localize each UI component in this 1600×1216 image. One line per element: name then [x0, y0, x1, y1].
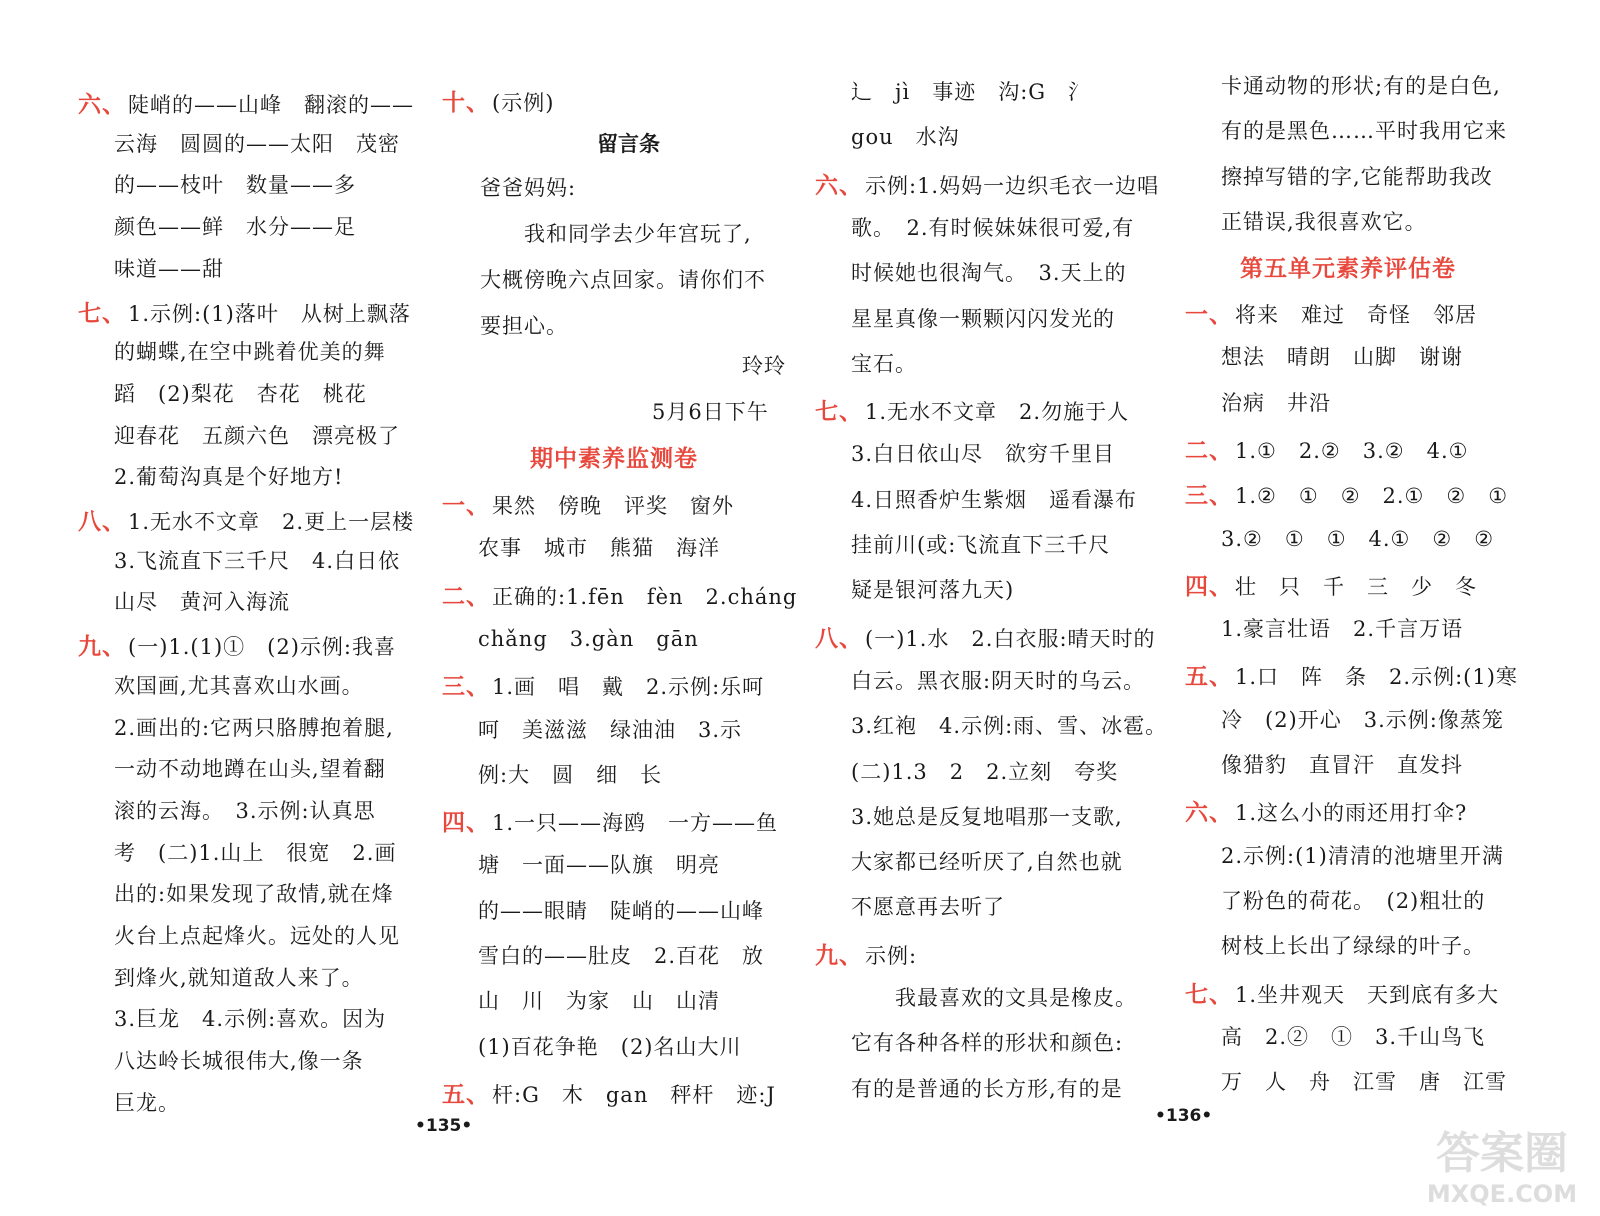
question-number: 六、: [78, 91, 126, 118]
answer-text: 1.口 阵 条 2.示例:(1)寒: [1235, 665, 1518, 690]
note-line: 我和同学去少年宫玩了,: [480, 222, 752, 246]
note-signature: 玲玲: [742, 354, 786, 378]
answer-text: 滚的云海。 3.示例:认真思: [114, 798, 376, 823]
answer-text: 1.一只——海鸥 一方——鱼: [492, 811, 779, 836]
note-date: 5月6日下午: [652, 400, 769, 424]
answer-text: 2.示例:(1)清清的池塘里开满: [1221, 843, 1504, 868]
answer-text: (一)1.水 2.白衣服:晴天时的: [865, 626, 1156, 651]
answer-text: 的——眼睛 陡峭的——山峰: [478, 898, 764, 923]
answer-text: 出的:如果发现了敌情,就在烽: [114, 882, 394, 907]
answer-text: 1.这么小的雨还用打伞?: [1235, 801, 1468, 826]
answer-line: [442, 1076, 776, 1109]
answer-text: (一)1.(1)① (2)示例:我喜: [128, 635, 396, 660]
answer-line: [476, 532, 720, 562]
answer-text: 呵 美滋滋 绿油油 3.示: [478, 717, 743, 742]
answer-line: [112, 586, 290, 616]
answer-line: [849, 1027, 1123, 1057]
answer-line: [112, 712, 394, 742]
answer-text: 卡通动物的形状;有的是白色,: [1221, 74, 1501, 98]
answer-text: 歌。 2.有时候妹妹很可爱,有: [851, 215, 1135, 240]
answer-text: 颜色——鲜 水分——足: [114, 215, 356, 240]
answer-text: 大家都已经听厌了,自然也就: [851, 850, 1123, 875]
answer-line: [112, 670, 364, 700]
answer-line: [1185, 568, 1477, 601]
answer-line: [1219, 1021, 1485, 1051]
question-number: 三、: [442, 673, 490, 701]
answer-line: [849, 438, 1115, 468]
question-number: 六、: [815, 171, 863, 199]
answer-line: [112, 1003, 386, 1033]
question-number: 七、: [78, 299, 126, 327]
answer-line: [1219, 1066, 1507, 1096]
answer-text: 树枝上长出了绿绿的叶子。: [1221, 934, 1485, 959]
answer-text: 1.坐井观天 天到底有多大: [1235, 982, 1500, 1007]
answer-line: [1219, 930, 1485, 960]
answer-line: [442, 487, 734, 520]
answer-text: 冷 (2)开心 3.示例:像蒸笼: [1221, 707, 1504, 732]
question-number: 五、: [1185, 663, 1233, 691]
question-number: 八、: [78, 508, 126, 535]
answer-line: [476, 714, 742, 744]
answer-line: [442, 84, 554, 117]
answer-text: 巨龙。: [114, 1090, 180, 1115]
answer-line: [1219, 161, 1493, 191]
answer-text: 2.葡萄沟真是个好地方!: [114, 465, 344, 490]
answer-text: 迎春花 五颜六色 漂亮极了: [114, 423, 400, 448]
answer-text: 将来 难过 奇怪 邻居: [1235, 303, 1477, 327]
answer-line: [78, 86, 414, 119]
note-title: 留言条: [597, 132, 660, 156]
answer-text: 3.飞流直下三千尺 4.白日依: [114, 548, 401, 573]
question-number: 八、: [815, 624, 863, 652]
question-number: 十、: [442, 89, 490, 116]
answer-text: 1.示例:(1)落叶 从树上飘落: [128, 301, 411, 326]
svg-text:答案圈: 答案圈: [1436, 1128, 1568, 1179]
answer-line: [78, 628, 396, 661]
answer-text: 3.白日依山尽 欲穷千里目: [851, 442, 1116, 467]
answer-text: 1.① 2.② 3.② 4.①: [1235, 438, 1469, 463]
answer-text: 正错误,我很喜欢它。: [1221, 209, 1427, 234]
answer-line: [112, 545, 400, 575]
answer-line: [112, 795, 376, 825]
answer-text: (二)1.3 2 2.立刻 夸奖: [851, 759, 1119, 784]
answer-line: [112, 878, 394, 908]
answer-text: 3.红袍 4.示例:雨、雪、冰雹。: [851, 714, 1168, 739]
answer-line: [112, 837, 396, 867]
answer-text: 有的是普通的长方形,有的是: [851, 1076, 1123, 1101]
answer-line: [112, 378, 367, 408]
answer-line: [849, 574, 1014, 604]
answer-line: [112, 1087, 180, 1117]
answer-line: [849, 801, 1123, 831]
answer-line: [849, 303, 1115, 333]
answer-text: 挂前川(或:飞流直下三千尺: [851, 533, 1111, 557]
answer-line: [476, 940, 764, 970]
answer-line: [1219, 704, 1504, 734]
answer-text: 高 2.② ① 3.千山鸟飞: [1221, 1024, 1486, 1049]
answer-text: gou 水沟: [851, 125, 960, 150]
section-title-midterm: 期中素养监测卷: [530, 446, 698, 472]
answer-text: 壮 只 千 三 少 冬: [1235, 574, 1477, 599]
answer-text: 1.豪言壮语 2.千言万语: [1221, 617, 1464, 642]
answer-text: 时候她也很淘气。 3.天上的: [851, 261, 1127, 286]
question-number: 六、: [1185, 799, 1233, 827]
answer-line: [1219, 70, 1501, 100]
answer-line: [476, 849, 720, 879]
question-number: 七、: [1185, 980, 1233, 1008]
answer-text: 3.她总是反复地唱那一支歌,: [851, 804, 1123, 829]
answer-line: [1185, 296, 1477, 329]
answer-line: [815, 393, 1129, 426]
answer-text: 山尽 黄河入海流: [114, 590, 290, 615]
note-line: 爸爸妈妈:: [480, 176, 577, 200]
answer-text: 八达岭长城很伟大,像一条: [114, 1049, 364, 1074]
answer-line: [849, 982, 1137, 1012]
answer-line: [849, 1073, 1123, 1103]
answer-text: 山 川 为家 山 山清: [478, 989, 720, 1014]
answer-text: 示例:: [865, 943, 918, 968]
answer-line: [476, 985, 720, 1015]
watermark-logo: [1412, 1120, 1592, 1210]
answer-line: [849, 121, 960, 151]
answer-line: [78, 503, 414, 536]
answer-line: [112, 211, 356, 241]
answer-text: 1.② ① ② 2.① ② ①: [1235, 484, 1509, 509]
answer-line: [442, 668, 764, 701]
answer-line: [815, 937, 917, 970]
note-line: 大概傍晚六点回家。请你们不: [480, 268, 766, 292]
question-number: 五、: [442, 1080, 490, 1108]
question-number: 一、: [1185, 301, 1233, 328]
answer-text: 雪白的——肚皮 2.百花 放: [478, 944, 765, 968]
answer-line: [1219, 840, 1504, 870]
answer-line: [112, 1045, 364, 1075]
answer-line: [849, 891, 1005, 921]
answer-line: [849, 212, 1134, 242]
answer-line: [112, 962, 364, 992]
answer-line: [1185, 432, 1468, 465]
answer-line: [476, 1031, 742, 1061]
answer-line: [442, 578, 797, 611]
answer-line: [1219, 749, 1463, 779]
answer-text: 2.画出的:它两只胳膊抱着腿,: [114, 715, 394, 740]
answer-text: 示例:1.妈妈一边织毛衣一边唱: [865, 173, 1160, 198]
question-number: 二、: [442, 582, 490, 610]
answer-text: 治病 井沿: [1221, 390, 1331, 415]
answer-text: 不愿意再去听了: [851, 895, 1005, 920]
answer-text: 云海 圆圆的——太阳 茂密: [114, 131, 400, 156]
answer-line: [849, 529, 1110, 559]
answer-text: 星星真像一颗颗闪闪发光的: [851, 306, 1115, 331]
answer-line: [442, 804, 778, 837]
section-title-unit5: 第五单元素养评估卷: [1240, 256, 1456, 282]
answer-text: 的——枝叶 数量——多: [114, 173, 356, 198]
answer-text: 有的是黑色……平时我用它来: [1221, 119, 1507, 144]
answer-line: [849, 710, 1167, 740]
answer-text: 火台上点起烽火。远处的人见: [114, 924, 400, 948]
answer-line: [112, 128, 400, 158]
answer-text: 3.巨龙 4.示例:喜欢。因为: [114, 1007, 387, 1032]
page-number-right: •136•: [1155, 1106, 1213, 1126]
answer-text: 正确的:1.fēn fèn 2.cháng: [492, 584, 798, 609]
answer-line: [1219, 341, 1463, 371]
answer-line: [815, 167, 1159, 200]
answer-text: (1)百花争艳 (2)名山大川: [478, 1034, 742, 1059]
question-number: 二、: [1185, 436, 1233, 464]
answer-text: 塘 一面——队旗 明亮: [478, 853, 720, 878]
answer-text: 陡峭的——山峰 翻滚的——: [128, 93, 414, 117]
answer-text: 欢国画,尤其喜欢山水画。: [114, 673, 364, 698]
answer-text: 辶 jì 事迹 沟:G 氵: [851, 80, 1091, 104]
answer-text: 杆:G 木 gan 秤杆 迹:J: [492, 1082, 776, 1107]
question-number: 九、: [815, 941, 863, 969]
answer-line: [849, 257, 1127, 287]
answer-line: [1185, 477, 1508, 510]
answer-text: 1.画 唱 戴 2.示例:乐呵: [492, 675, 765, 700]
answer-line: [1219, 613, 1463, 643]
answer-text: 农事 城市 熊猫 海洋: [478, 536, 720, 561]
answer-line: [112, 336, 386, 366]
answer-text: 的蝴蝶,在空中跳着优美的舞: [114, 340, 386, 365]
answer-line: [815, 620, 1156, 653]
answer-text: 例:大 圆 细 长: [478, 762, 663, 787]
answer-line: [112, 420, 400, 450]
answer-line: [1185, 658, 1518, 691]
answer-text: 擦掉写错的字,它能帮助我改: [1221, 164, 1493, 189]
answer-line: [1219, 206, 1427, 236]
answer-line: [476, 623, 699, 653]
answer-text: 一动不动地蹲在山头,望着翻: [114, 757, 386, 782]
answer-line: [849, 665, 1145, 695]
question-number: 一、: [442, 492, 490, 519]
question-number: 四、: [442, 809, 490, 837]
answer-line: [78, 295, 411, 328]
answer-text: 疑是银河落九天): [851, 578, 1015, 603]
svg-text:MXQE.COM: MXQE.COM: [1426, 1180, 1578, 1208]
answer-text: 宝石。: [851, 351, 917, 376]
answer-line: [849, 76, 1090, 106]
answer-line: [1185, 794, 1467, 827]
answer-text: 味道——甜: [114, 256, 224, 281]
answer-text: 4.日照香炉生紫烟 遥看瀑布: [851, 487, 1138, 512]
answer-text: 考 (二)1.山上 很宽 2.画: [114, 840, 397, 865]
answer-line: [112, 253, 224, 283]
answer-line: [849, 484, 1137, 514]
answer-line: [849, 348, 917, 378]
answer-line: [112, 461, 343, 491]
question-number: 七、: [815, 398, 863, 426]
answer-text: 白云。黑衣服:阴天时的乌云。: [851, 668, 1146, 693]
answer-text: 3.② ① ① 4.① ② ②: [1221, 526, 1495, 551]
answer-text: 像猎豹 直冒汗 直发抖: [1221, 753, 1463, 777]
question-number: 三、: [1185, 482, 1233, 510]
answer-line: [476, 895, 764, 925]
answer-text: 蹈 (2)梨花 杏花 桃花: [114, 381, 367, 406]
answer-text: 想法 晴朗 山脚 谢谢: [1221, 345, 1463, 370]
answer-text: 它有各种各样的形状和颜色:: [851, 1031, 1124, 1056]
answer-text: 我最喜欢的文具是橡皮。: [851, 986, 1137, 1010]
answer-text: 1.无水不文章 2.勿施于人: [865, 400, 1130, 425]
answer-text: (示例): [492, 91, 555, 115]
note-line: 要担心。: [480, 314, 568, 338]
question-number: 九、: [78, 633, 126, 661]
answer-line: [112, 169, 356, 199]
answer-text: 万 人 舟 江雪 唐 江雪: [1221, 1070, 1507, 1095]
answer-text: 果然 傍晚 评奖 窗外: [492, 494, 734, 518]
answer-line: [1185, 976, 1499, 1009]
answer-text: chǎng 3.gàn gān: [478, 626, 699, 651]
page-number-left: •135•: [415, 1116, 473, 1136]
answer-line: [1219, 115, 1507, 145]
question-number: 四、: [1185, 572, 1233, 600]
answer-line: [112, 920, 400, 950]
answer-line: [112, 753, 386, 783]
answer-line: [476, 759, 662, 789]
answer-line: [1219, 885, 1485, 915]
answer-text: 了粉色的荷花。 (2)粗壮的: [1221, 888, 1486, 913]
answer-text: 到烽火,就知道敌人来了。: [114, 965, 364, 990]
answer-line: [849, 756, 1118, 786]
answer-line: [1219, 523, 1494, 553]
answer-line: [849, 846, 1123, 876]
answer-text: 1.无水不文章 2.更上一层楼: [128, 510, 415, 534]
answer-line: [1219, 387, 1331, 417]
